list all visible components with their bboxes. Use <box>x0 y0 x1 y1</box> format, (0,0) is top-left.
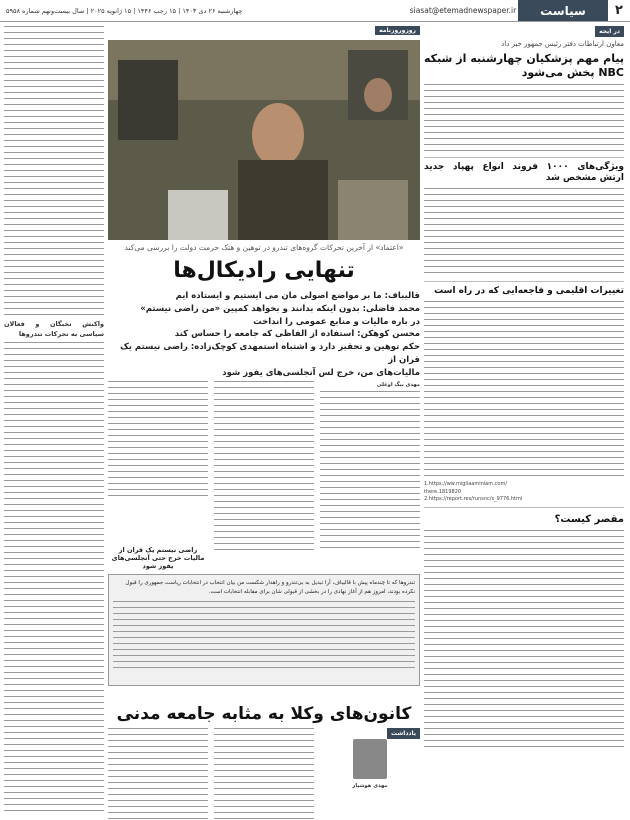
right-tag: در ایجه <box>595 26 624 37</box>
main-story-body <box>108 381 420 556</box>
right-kicker: معاون ارتباطات دفتر رئیس جمهور خبر داد <box>501 40 624 49</box>
right-headline-2[interactable]: ویژگی‌های ۱۰۰۰ فروند انواع پهپاد جدید ارتش مشخص شد <box>424 161 624 184</box>
left-heading[interactable]: واکنش نخبگان و فعالان سیاسی به تحرکات تندروها <box>4 320 104 339</box>
left-body-2 <box>4 342 104 816</box>
right-headline-3[interactable]: تغییرات اقلیمی و فاجعه‌ایی که در راه است <box>434 286 624 297</box>
story-kicker: «اعتماد» از آخرین تحرکات گروه‌های تندرو در توهین و هتک حرمت دولت را بررسی می‌کند <box>124 243 404 252</box>
left-column <box>4 26 104 816</box>
center-column <box>108 26 420 816</box>
author: مهدی بیگ اوغلی <box>376 382 420 388</box>
bottom-author: مهدی هوشیار <box>352 783 388 790</box>
main-headline[interactable]: تنهایی رادیکال‌ها <box>173 258 355 283</box>
left-body-1 <box>4 26 104 316</box>
right-body-1 <box>424 84 624 154</box>
section-tab[interactable]: سیاست <box>518 0 608 21</box>
bottom-story <box>108 728 420 820</box>
right-column <box>424 26 624 816</box>
author-photo <box>353 739 387 779</box>
bottom-tag: یادداشت <box>387 728 420 739</box>
right-refs: 1.https://ww.migliaaminiam.com/ there.1819820 2.https://report.res/runsnc/s_9776.html <box>424 480 523 503</box>
right-body-2 <box>424 188 624 278</box>
page-header <box>0 0 630 22</box>
right-headline-1[interactable]: پیام مهم پزشکیان چهارشنبه از شبکه NBC پخش می‌شود <box>424 52 624 80</box>
date-line: چهارشنبه ۲۶ دی ۱۴۰۳ | ۱۵ رجب ۱۴۴۶ | ۱۵ ژانویه ۲۰۲۵ | سال بیست‌ونهم شماره ۵۹۵۸ <box>6 6 243 15</box>
pull-quote: راضی نیستم یک قران از مالیات خرج حتی آنجلسی‌های یفوز شود <box>111 546 205 570</box>
right-headline-4[interactable]: مقصر کیست؟ <box>554 514 624 526</box>
bottom-headline[interactable]: کانون‌های وکلا به مثابه جامعه مدنی <box>116 704 412 724</box>
subheads: قالیباف: ما بر مواضع اصولی مان می ایستیم و ایستاده ایم محمد فاضلی: بدون اینکه بدانند و بخواهد کمپین «من راضی نیستم» در باره مالیات و منابع عمومی را انداخت محسن کوهکن: استفاده از الفاظی که جامعه را حساس کند حکم توهین و تحقیر دارد و اشتباه استمهدی کوچک‌زاده: راضی نیستم یک قران از مالیات‌های من، خرج لس آنجلسی‌های یفوز شود <box>120 291 420 378</box>
center-tag: روزوروزنامه <box>375 26 420 35</box>
site-email[interactable]: siasat@etemadnewspaper.ir <box>409 6 517 15</box>
right-body-3 <box>424 301 624 481</box>
parliament-photo <box>108 40 420 240</box>
highlight-box: تندروها که تا چندماه پیش با قالیباف، آرا تبدیل به بی‌تندرو و راهدار شکست من بیان انتخاب در انتخابات ریاست جمهوری را قبول نکرده بودند، امروز هم از آغاز نهادی را در بخشی از قبولی شان برای مقابله انتخابات است. <box>108 574 420 686</box>
page-number: ۲ <box>608 0 630 21</box>
right-body-4 <box>424 530 624 750</box>
